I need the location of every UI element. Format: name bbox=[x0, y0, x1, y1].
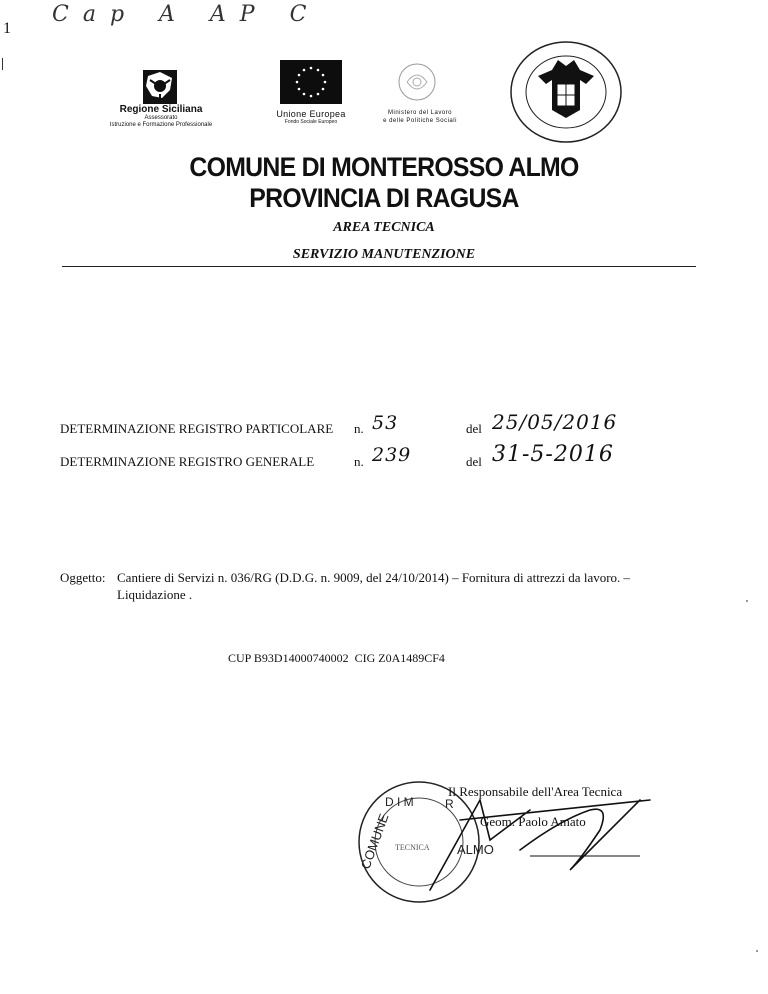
registro-generale-label: DETERMINAZIONE REGISTRO GENERALE bbox=[60, 454, 315, 469]
casa-hispania-seal bbox=[508, 40, 624, 144]
handwritten-scribble: Cap A AP C bbox=[52, 2, 321, 27]
comune-heading bbox=[31, 152, 738, 214]
ministero-label bbox=[370, 109, 470, 125]
scan-mark bbox=[756, 950, 758, 952]
svg-text:TECNICA: TECNICA bbox=[395, 843, 430, 852]
margin-mark bbox=[2, 58, 11, 70]
oggetto-label: Oggetto: bbox=[60, 570, 106, 585]
regione-siciliana-line2: Istruzione e Formazione Professionale bbox=[109, 122, 213, 128]
scan-mark bbox=[746, 600, 748, 602]
signature-role: Il Responsabile dell'Area Tecnica bbox=[448, 784, 623, 799]
regione-siciliana-title: Regione Siciliana bbox=[119, 104, 203, 115]
oggetto-text bbox=[117, 569, 757, 603]
comune-title: COMUNE DI MONTEROSSO ALMO bbox=[189, 152, 579, 182]
registro-generale-number: 239 bbox=[372, 444, 412, 466]
registro-particolare-date: 25/05/2016 bbox=[492, 410, 618, 434]
svg-text:ALMO: ALMO bbox=[457, 842, 494, 857]
area-tecnica-title: AREA TECNICA bbox=[333, 220, 435, 235]
eu-flag-logo bbox=[280, 60, 342, 104]
regione-siciliana-label bbox=[96, 104, 226, 129]
regione-siciliana-line1: Assessorato bbox=[144, 115, 178, 121]
registro-generale-date: 31-5-2016 bbox=[492, 442, 614, 467]
ministero-line2: e delle Politiche Sociali bbox=[383, 118, 457, 124]
svg-text:COMUNE: COMUNE bbox=[357, 811, 392, 872]
cup-cig-code: CUP B93D14000740002 CIG Z0A1489CF4 bbox=[228, 651, 445, 665]
header-divider bbox=[62, 266, 696, 267]
registro-generale-del-prefix: del bbox=[466, 454, 482, 469]
svg-text:D I M: D I M bbox=[385, 795, 414, 809]
registro-particolare-label: DETERMINAZIONE REGISTRO PARTICOLARE bbox=[60, 421, 334, 436]
registro-particolare-n-prefix: n. bbox=[354, 421, 364, 436]
eu-subtitle: Fondo Sociale Europeo bbox=[284, 119, 338, 125]
registro-generale-n-prefix: n. bbox=[354, 454, 364, 469]
signature-name: Geom. Paolo Amato bbox=[480, 814, 586, 829]
regione-siciliana-logo bbox=[140, 68, 180, 106]
oggetto-line1: Cantiere di Servizi n. 036/RG (D.D.G. n. 9009, del 24/10/2014) – Fornitura di attrezzi da lavoro. – bbox=[117, 570, 631, 585]
registro-particolare-number: 53 bbox=[372, 412, 399, 434]
handwritten-signature bbox=[420, 780, 660, 900]
margin-mark: 1 bbox=[3, 20, 11, 37]
ministero-line1: Ministero del Lavoro bbox=[387, 110, 453, 116]
provincia-title: PROVINCIA DI RAGUSA bbox=[249, 183, 519, 213]
eu-label bbox=[255, 109, 367, 125]
oggetto-line2: Liquidazione . bbox=[117, 587, 193, 602]
svg-text:R: R bbox=[445, 797, 454, 811]
eu-title: Unione Europea bbox=[276, 109, 346, 119]
ministero-emblem-icon bbox=[395, 60, 439, 104]
registro-particolare-del-prefix: del bbox=[466, 421, 482, 436]
servizio-title: SERVIZIO MANUTENZIONE bbox=[292, 247, 476, 262]
